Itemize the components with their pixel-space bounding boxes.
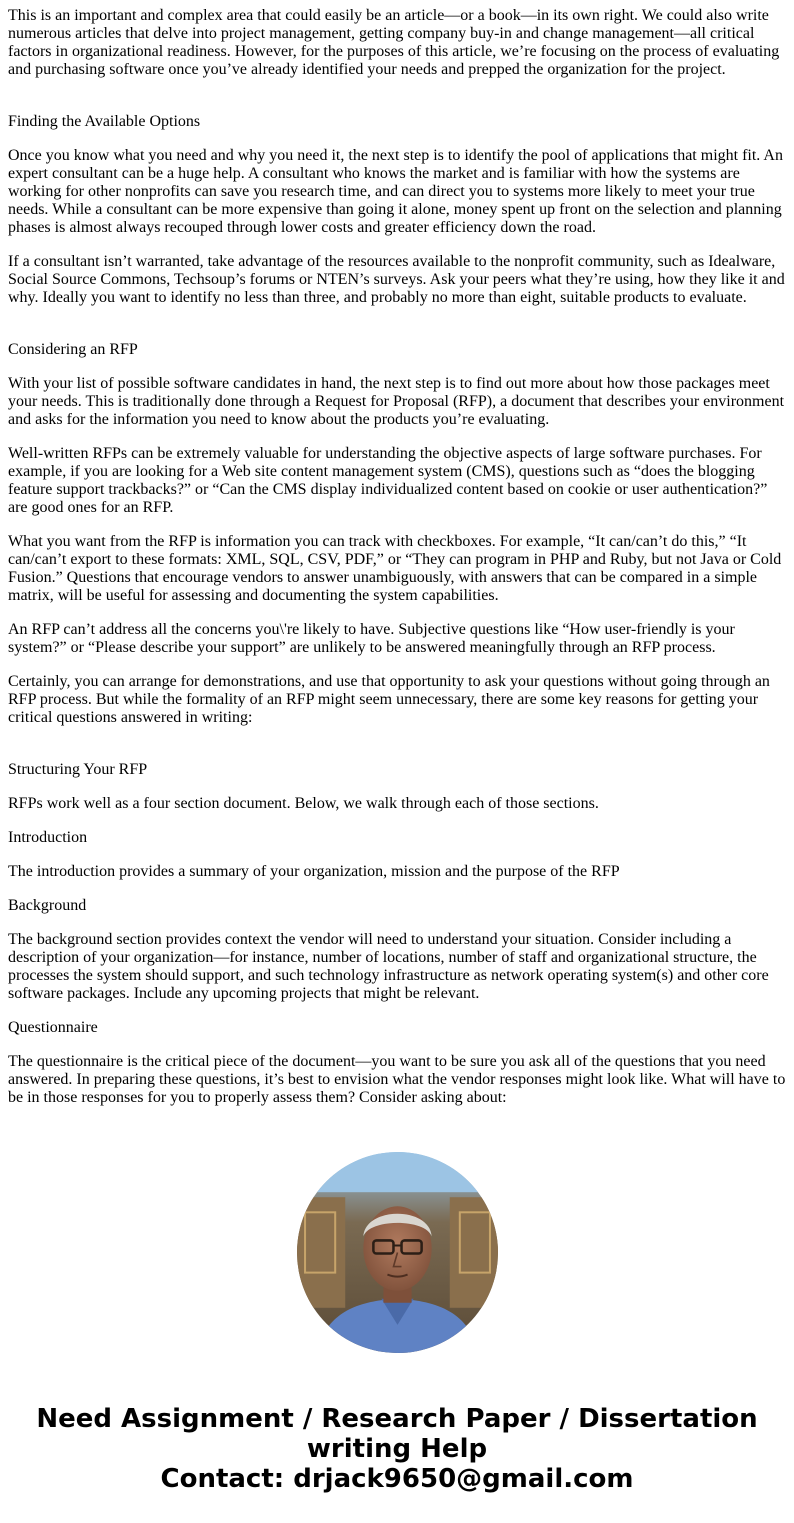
rfp-paragraph-1: With your list of possible software candidates in hand, the next step is to find out more about how those packages meet your needs. This is traditionally done through a Request for Proposal (RFP), a document that describes your environment and asks for the information you need to know about the products you’re evaluating. <box>8 375 785 428</box>
background-paragraph: The background section provides context the vendor will need to understand your situation. Consider including a description of your organization—for instance, number of locations, number of staff and organizational structure, the processes the system should support, and such technology infrastructure as network operating system(s) and other core software packages. Include any upcoming projects that might be relevant. <box>8 931 769 1002</box>
rfp-paragraph-3: What you want from the RFP is information you can track with checkboxes. For example, “It can/can’t do this,” “It can/can’t export to these formats: XML, SQL, CSV, PDF,” or “They can program in PHP and Ruby, but not Java or Cold Fusion.” Questions that encourage vendors to answer unambiguously, with answers that can be compared in a simple matrix, will be useful for assessing and documenting the system capabilities. <box>8 533 782 604</box>
promo-line-1: Need Assignment / Research Paper / Dissertation <box>36 1404 758 1434</box>
intro-paragraph: This is an important and complex area that could easily be an article—or a book—in its own right. We could also write numerous articles that delve into project management, getting company buy-in and change management—all critical factors in organizational readiness. However, for the purposes of this article, we’re focusing on the process of evaluating and purchasing software once you’ve already identified your needs and prepped the organization for the project. <box>8 7 780 78</box>
avatar-portrait <box>297 1152 498 1353</box>
section-heading-considering-rfp: Considering an RFP <box>8 341 138 358</box>
introduction-paragraph: The introduction provides a summary of your organization, mission and the purpose of the RFP <box>8 863 620 880</box>
sub-heading-introduction: Introduction <box>8 829 88 846</box>
questionnaire-paragraph: The questionnaire is the critical piece of the document—you want to be sure you ask all of the questions that you need answered. In preparing these questions, it’s best to envision what the vendor responses might look like. What will have to be in those responses for you to properly assess them? Consider asking about: <box>8 1053 786 1106</box>
author-avatar <box>297 1152 498 1353</box>
section-heading-structuring-rfp: Structuring Your RFP <box>8 761 148 778</box>
finding-paragraph-2: If a consultant isn’t warranted, take advantage of the resources available to the nonprofit community, such as Idealware, Social Source Commons, Techsoup’s forums or NTEN’s surveys. Ask your peers what they’re using, how they like it and why. Ideally you want to identify no less than three, and probably no more than eight, suitable products to evaluate. <box>8 253 785 306</box>
article-body <box>8 7 786 1123</box>
sub-heading-questionnaire: Questionnaire <box>8 1019 98 1036</box>
rfp-paragraph-5: Certainly, you can arrange for demonstrations, and use that opportunity to ask your questions without going through an RFP process. But while the formality of an RFP might seem unnecessary, there are some key reasons for getting your critical questions answered in writing: <box>8 673 770 726</box>
section-heading-finding-options: Finding the Available Options <box>8 113 201 130</box>
structuring-paragraph-1: RFPs work well as a four section document. Below, we walk through each of those sections. <box>8 795 599 812</box>
sub-heading-background: Background <box>8 897 87 914</box>
finding-paragraph-1: Once you know what you need and why you need it, the next step is to identify the pool of applications that might fit. An expert consultant can be a huge help. A consultant who knows the market and is familiar with how the systems are working for other nonprofits can save you research time, and can direct you to systems more likely to meet your true needs. While a consultant can be more expensive than going it alone, money spent up front on the selection and planning phases is almost always recouped through lower costs and greater efficiency down the road. <box>8 147 783 236</box>
rfp-paragraph-2: Well-written RFPs can be extremely valuable for understanding the objective aspects of large software purchases. For example, if you are looking for a Web site content management system (CMS), questions such as “does the blogging feature support trackbacks?” or “Can the CMS display individualized content based on cookie or user authentication?” are good ones for an RFP. <box>8 445 768 516</box>
promo-contact: Contact: drjack9650@gmail.com <box>160 1464 634 1494</box>
rfp-paragraph-4: An RFP can’t address all the concerns you\'re likely to have. Subjective questions like “How user-friendly is your system?” or “Please describe your support” are unlikely to be answered meaningfully through an RFP process. <box>8 621 735 656</box>
promo-banner <box>0 1404 794 1494</box>
promo-line-2: writing Help <box>306 1434 488 1464</box>
